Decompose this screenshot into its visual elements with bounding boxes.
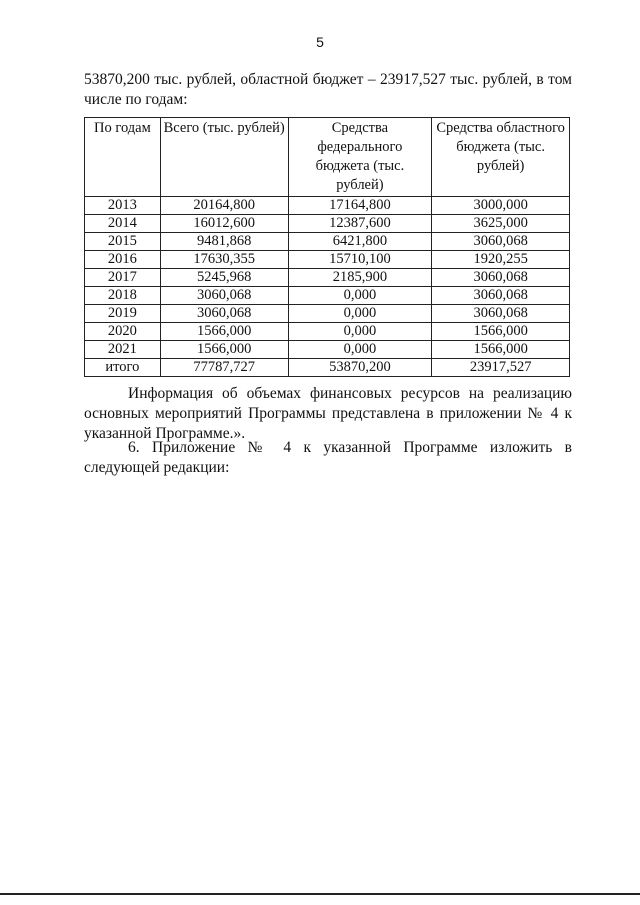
cell-total: 3060,068 bbox=[160, 287, 288, 305]
cell-total: 77787,727 bbox=[160, 359, 288, 377]
cell-federal: 0,000 bbox=[288, 323, 432, 341]
cell-regional: 23917,527 bbox=[432, 359, 570, 377]
header-federal: Средства федерального бюджета (тыс. рублей) bbox=[288, 118, 432, 197]
scan-edge-line bbox=[0, 893, 640, 895]
table-row bbox=[85, 215, 570, 233]
table-row bbox=[85, 197, 570, 215]
cell-total: 3060,068 bbox=[160, 305, 288, 323]
cell-total: 1566,000 bbox=[160, 341, 288, 359]
cell-federal: 0,000 bbox=[288, 305, 432, 323]
cell-year: 2019 bbox=[85, 305, 161, 323]
cell-total-label: итого bbox=[85, 359, 161, 377]
header-total: Всего (тыс. рублей) bbox=[160, 118, 288, 197]
cell-federal: 2185,900 bbox=[288, 269, 432, 287]
table-row bbox=[85, 341, 570, 359]
cell-total: 16012,600 bbox=[160, 215, 288, 233]
cell-total: 5245,968 bbox=[160, 269, 288, 287]
table-header-row bbox=[85, 118, 570, 197]
table-row bbox=[85, 251, 570, 269]
table-row bbox=[85, 305, 570, 323]
intro-paragraph: 53870,200 тыс. рублей, областной бюджет – 23917,527 тыс. рублей, в том числе по годам: bbox=[84, 71, 572, 108]
cell-year: 2017 bbox=[85, 269, 161, 287]
cell-regional: 1920,255 bbox=[432, 251, 570, 269]
table-row bbox=[85, 233, 570, 251]
cell-regional: 3060,068 bbox=[432, 233, 570, 251]
cell-total: 17630,355 bbox=[160, 251, 288, 269]
cell-regional: 3060,068 bbox=[432, 269, 570, 287]
item-6-paragraph: 6. Приложение № 4 к указанной Программе изложить в следующей редакции: bbox=[84, 439, 572, 476]
cell-federal: 15710,100 bbox=[288, 251, 432, 269]
cell-year: 2014 bbox=[85, 215, 161, 233]
table-row bbox=[85, 323, 570, 341]
page-number: 5 bbox=[316, 34, 324, 50]
cell-total: 9481,868 bbox=[160, 233, 288, 251]
info-paragraph: Информация об объемах финансовых ресурсов на реализацию основных мероприятий Программы представлена в приложении № 4 к указанной Программе.». bbox=[84, 385, 572, 442]
cell-total: 20164,800 bbox=[160, 197, 288, 215]
cell-year: 2020 bbox=[85, 323, 161, 341]
cell-year: 2018 bbox=[85, 287, 161, 305]
cell-federal: 12387,600 bbox=[288, 215, 432, 233]
cell-year: 2015 bbox=[85, 233, 161, 251]
cell-regional: 1566,000 bbox=[432, 341, 570, 359]
cell-federal: 17164,800 bbox=[288, 197, 432, 215]
cell-federal: 53870,200 bbox=[288, 359, 432, 377]
table-total-row bbox=[85, 359, 570, 377]
table-row bbox=[85, 269, 570, 287]
cell-year: 2021 bbox=[85, 341, 161, 359]
header-regional: Средства областного бюджета (тыс. рублей) bbox=[432, 118, 570, 197]
cell-federal: 0,000 bbox=[288, 287, 432, 305]
financing-table bbox=[84, 117, 570, 377]
cell-year: 2016 bbox=[85, 251, 161, 269]
cell-regional: 3625,000 bbox=[432, 215, 570, 233]
cell-year: 2013 bbox=[85, 197, 161, 215]
cell-federal: 0,000 bbox=[288, 341, 432, 359]
cell-regional: 3060,068 bbox=[432, 305, 570, 323]
cell-total: 1566,000 bbox=[160, 323, 288, 341]
cell-regional: 3060,068 bbox=[432, 287, 570, 305]
table-row bbox=[85, 287, 570, 305]
cell-regional: 1566,000 bbox=[432, 323, 570, 341]
header-year: По годам bbox=[85, 118, 161, 197]
cell-federal: 6421,800 bbox=[288, 233, 432, 251]
cell-regional: 3000,000 bbox=[432, 197, 570, 215]
